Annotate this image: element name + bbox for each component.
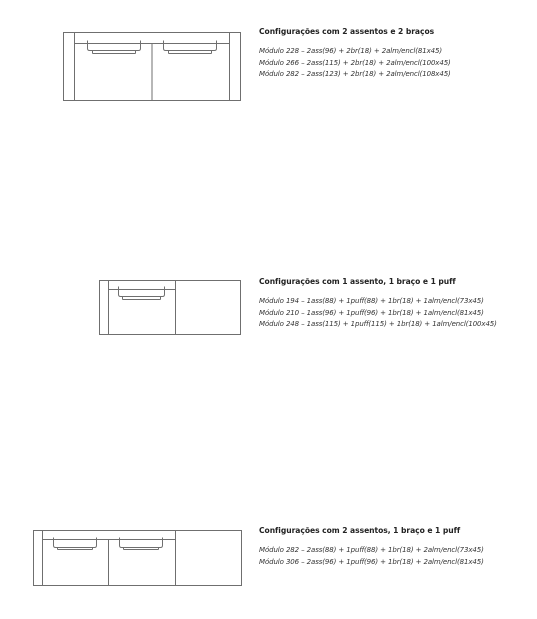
cushion bbox=[119, 287, 165, 297]
cushion-right bbox=[164, 41, 217, 51]
plan-outline bbox=[100, 281, 241, 335]
configuration-title: Configurações com 2 assentos e 2 braços bbox=[259, 27, 435, 36]
module-item: Módulo 266 – 2ass(115) + 2br(18) + 2alm/encl(100x45) bbox=[259, 58, 451, 67]
sofa-plan-diagram bbox=[99, 280, 241, 336]
configuration-title: Configurações com 2 assentos, 1 braço e 1 puff bbox=[259, 526, 461, 535]
module-list bbox=[259, 296, 529, 331]
plan-outline bbox=[34, 531, 242, 586]
module-list bbox=[259, 545, 529, 568]
module-item: Módulo 248 – 1ass(115) + 1puff(115) + 1br(18) + 1alm/encl(100x45) bbox=[259, 320, 497, 329]
module-item: Módulo 210 – 1ass(96) + 1puff(96) + 1br(18) + 1alm/encl(81x45) bbox=[259, 308, 484, 317]
module-item: Módulo 306 – 2ass(96) + 1puff(96) + 1br(18) + 2alm/encl(81x45) bbox=[259, 557, 484, 566]
module-item: Módulo 194 – 1ass(88) + 1puff(88) + 1br(18) + 1alm/encl(73x45) bbox=[259, 297, 484, 305]
configuration-text bbox=[259, 277, 529, 331]
configuration-text bbox=[259, 27, 529, 81]
configuration-text bbox=[259, 526, 529, 568]
sofa-plan-diagram bbox=[33, 530, 242, 586]
module-list bbox=[259, 46, 529, 81]
cushion-left bbox=[88, 41, 141, 51]
module-item: Módulo 228 – 2ass(96) + 2br(18) + 2alm/encl(81x45) bbox=[259, 47, 442, 55]
sofa-plan-diagram bbox=[63, 32, 241, 102]
module-item: Módulo 282 – 2ass(123) + 2br(18) + 2alm/encl(108x45) bbox=[259, 70, 451, 79]
configuration-title: Configurações com 1 assento, 1 braço e 1 puff bbox=[259, 277, 456, 286]
module-item: Módulo 282 – 2ass(88) + 1puff(88) + 1br(18) + 2alm/encl(73x45) bbox=[259, 546, 484, 554]
